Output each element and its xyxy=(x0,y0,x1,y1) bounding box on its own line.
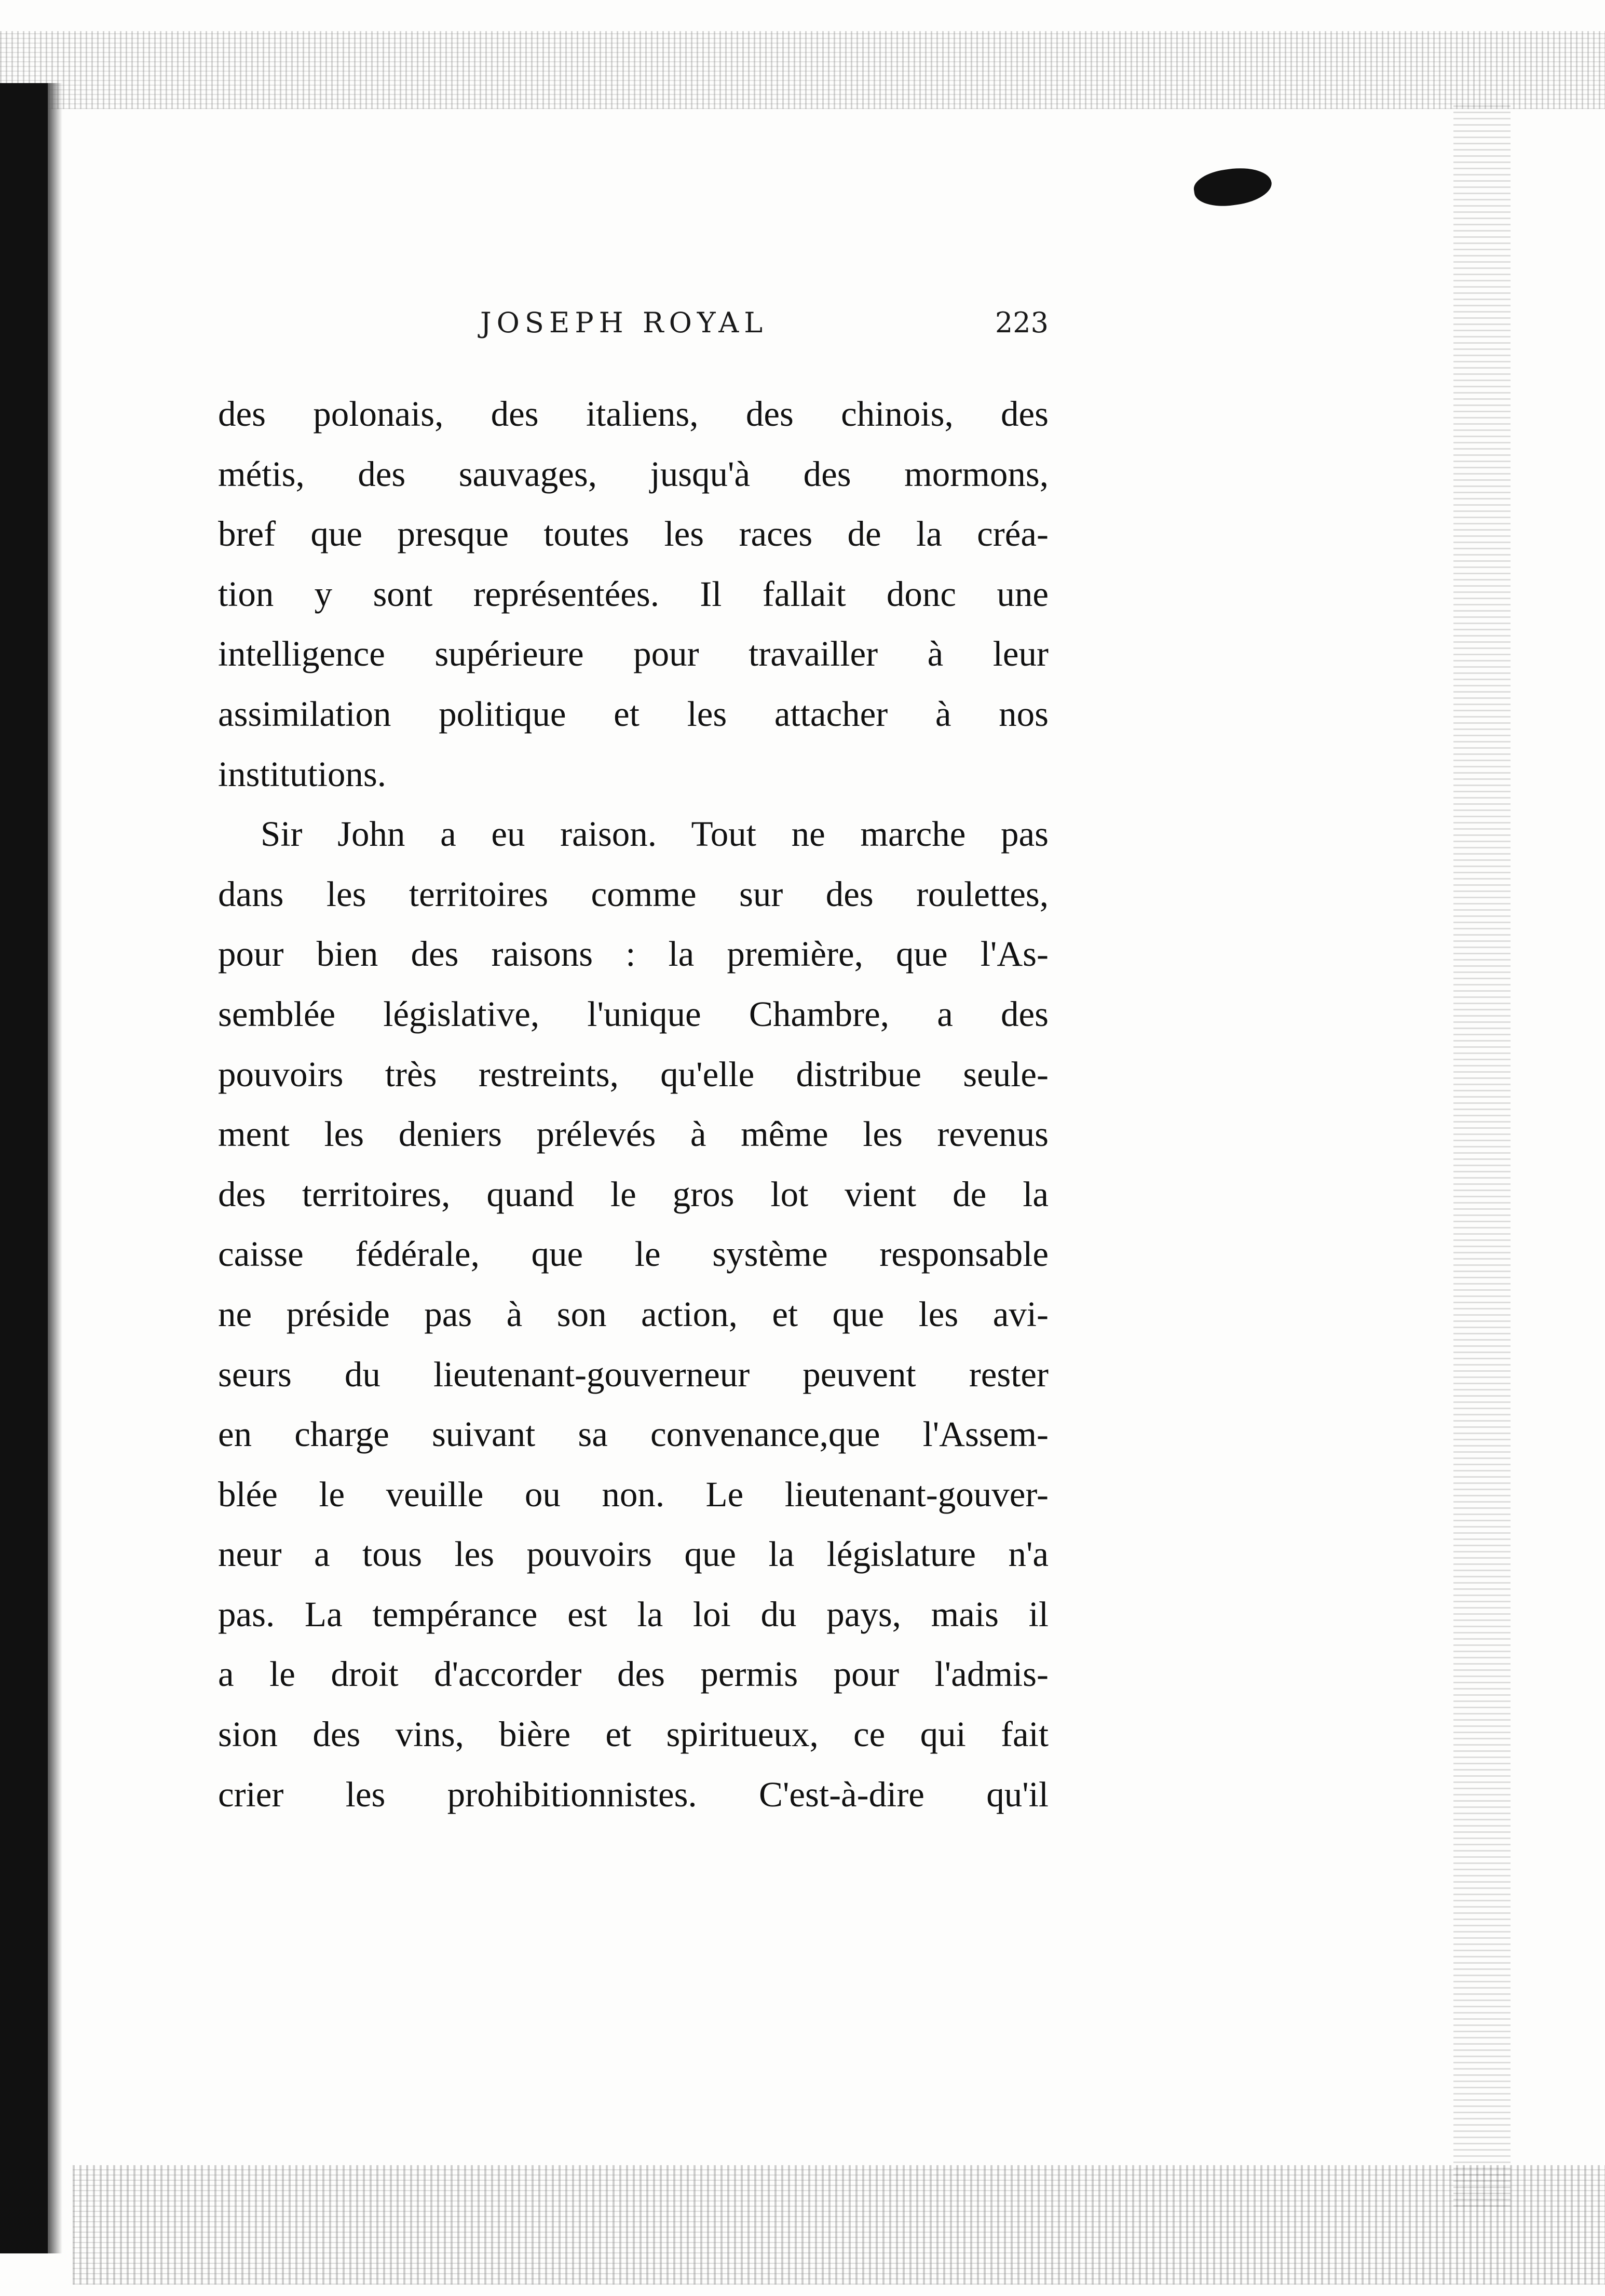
running-title: JOSEPH ROYAL xyxy=(480,306,768,339)
scan-right-edge xyxy=(1453,104,1511,2207)
body-text xyxy=(218,384,1049,1825)
text-line: des polonais, des italiens, des chinois, des xyxy=(218,394,1049,434)
scan-bottom-edge xyxy=(73,2165,1605,2285)
text-line: crier les prohibitionnistes. C'est-à-dire qu'il xyxy=(218,1774,1049,1814)
text-line: des territoires, quand le gros lot vient de la xyxy=(218,1174,1049,1214)
text-line: sion des vins, bière et spiritueux, ce qui fait xyxy=(218,1714,1049,1754)
text-line: caisse fédérale, que le système responsable xyxy=(218,1234,1049,1274)
text-line: pouvoirs très restreints, qu'elle distribue seule- xyxy=(218,1054,1049,1094)
ink-blot xyxy=(1192,164,1274,210)
text-line: tion y sont représentées. Il fallait donc une xyxy=(218,574,1049,614)
scan-binding-shadow xyxy=(48,83,62,2253)
text-line: dans les territoires comme sur des roulettes, xyxy=(218,874,1049,914)
text-line: pas. La tempérance est la loi du pays, mais il xyxy=(218,1594,1049,1634)
text-line: assimilation politique et les attacher à nos xyxy=(218,694,1049,734)
text-line: blée le veuille ou non. Le lieutenant-gouver- xyxy=(218,1474,1049,1514)
text-line: neur a tous les pouvoirs que la législature n'a xyxy=(218,1534,1049,1574)
scan-top-edge xyxy=(0,31,1605,109)
text-line: institutions. xyxy=(218,754,386,794)
page-number: 223 xyxy=(995,306,1049,339)
text-line: ne préside pas à son action, et que les avi- xyxy=(218,1294,1049,1334)
text-line: a le droit d'accorder des permis pour l'admis- xyxy=(218,1654,1049,1694)
text-line: pour bien des raisons : la première, que l'As- xyxy=(218,934,1049,974)
text-line: seurs du lieutenant-gouverneur peuvent rester xyxy=(218,1354,1049,1394)
text-line: bref que presque toutes les races de la créa- xyxy=(218,514,1049,554)
text-line: Sir John a eu raison. Tout ne marche pas xyxy=(261,814,1049,854)
running-head xyxy=(218,306,1049,353)
text-line: en charge suivant sa convenance,que l'Assem- xyxy=(218,1414,1049,1454)
text-line: ment les deniers prélevés à même les revenus xyxy=(218,1114,1049,1154)
text-line: métis, des sauvages, jusqu'à des mormons, xyxy=(218,454,1049,494)
text-line: semblée législative, l'unique Chambre, a des xyxy=(218,994,1049,1034)
text-line: intelligence supérieure pour travailler à leur xyxy=(218,634,1049,674)
scan-binding-edge xyxy=(0,83,48,2253)
